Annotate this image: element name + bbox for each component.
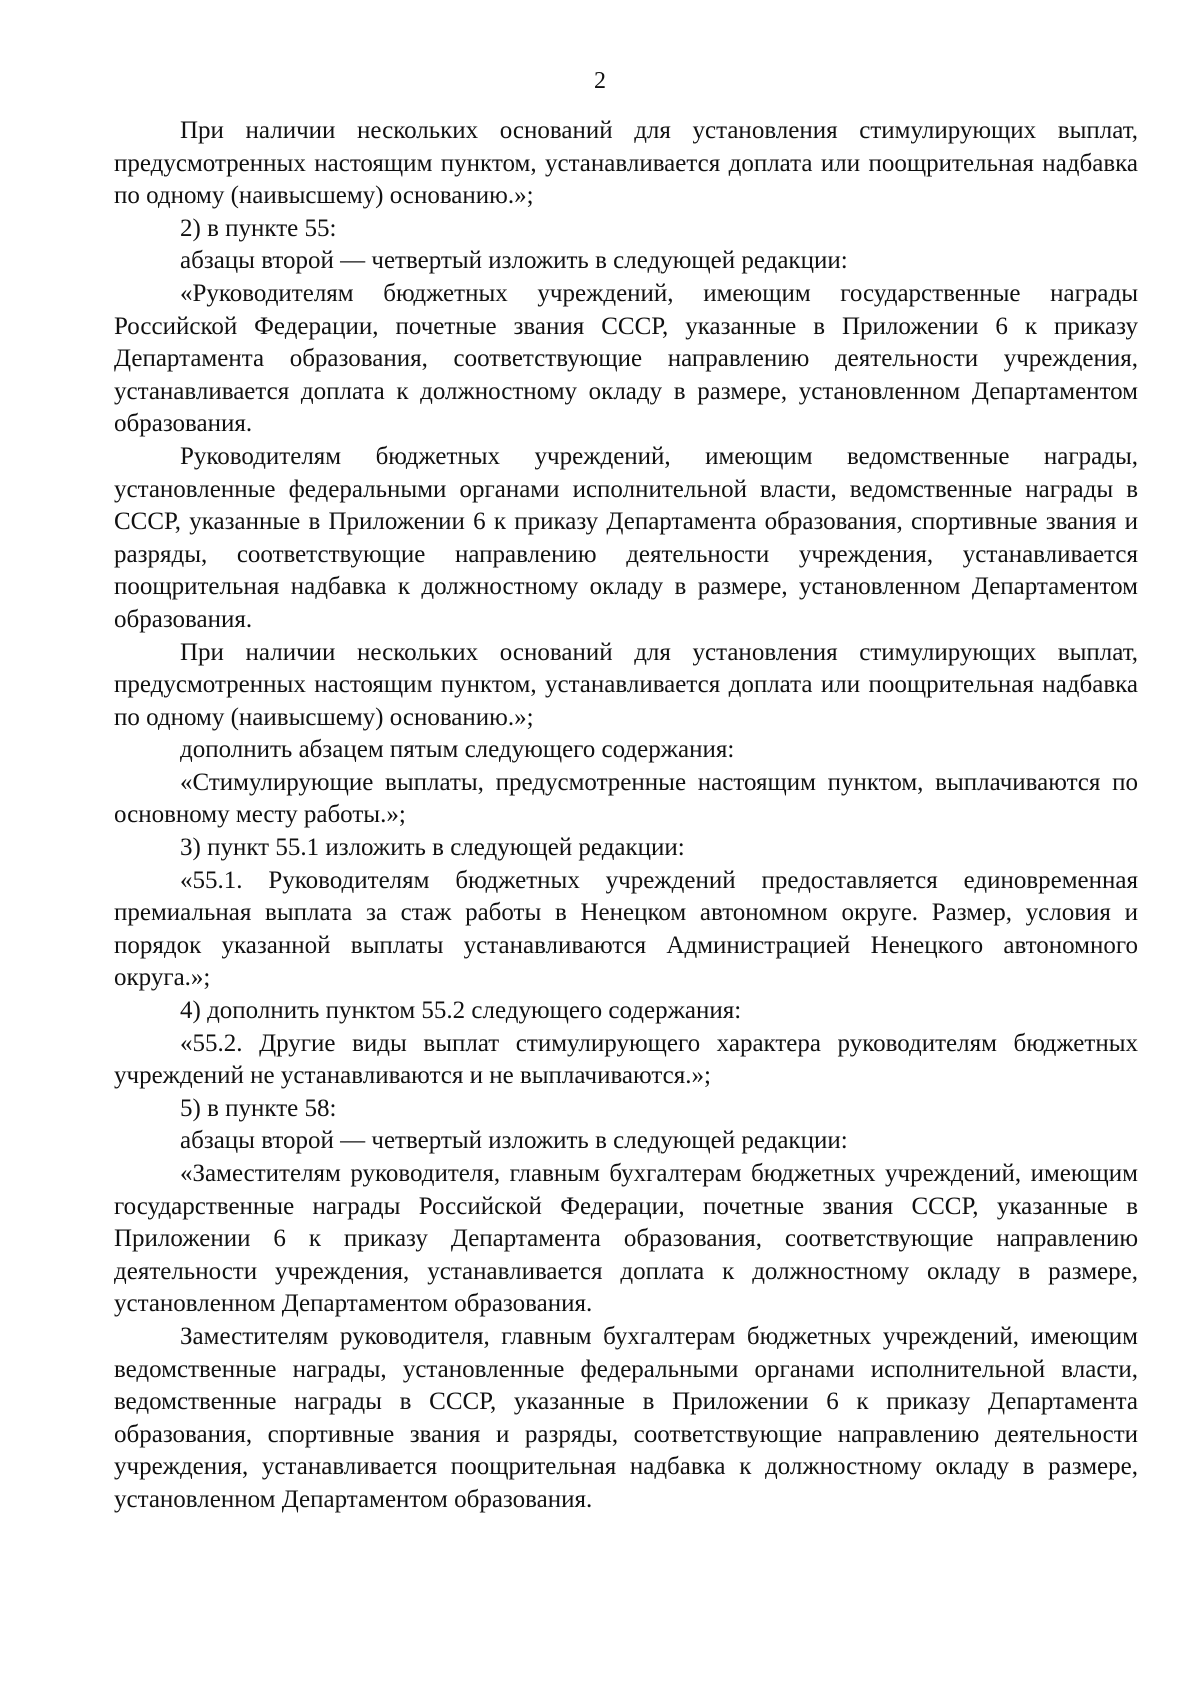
paragraph: «Руководителям бюджетных учреждений, имеющим государственные награды Российской Федерации, почетные звания СССР, указанные в Приложении 6 к приказу Департамента образования, соответствующие направлению деятельности учреждения, устанавливается доплата к должностному окладу в размере, установленном Департаментом образования. xyxy=(114,279,1138,438)
paragraph: «Стимулирующие выплаты, предусмотренные настоящим пунктом, выплачиваются по основному месту работы.»; xyxy=(114,768,1138,829)
paragraph: Заместителям руководителя, главным бухгалтерам бюджетных учреждений, имеющим ведомственные награды, установленные федеральными органами исполнительной власти, ведомственные награды в СССР, указанные в Приложении 6 к приказу Департамента образования, спортивные звания и разряды, соответствующие направлению деятельности учреждения, устанавливается поощрительная надбавка к должностному окладу в размере, установленном Департаментом образования. xyxy=(114,1322,1138,1513)
paragraph: 3) пункт 55.1 изложить в следующей редакции: xyxy=(180,834,685,862)
paragraph: абзацы второй — четвертый изложить в следующей редакции: xyxy=(180,247,848,275)
page-number: 2 xyxy=(594,68,606,94)
paragraph: 4) дополнить пунктом 55.2 следующего содержания: xyxy=(180,997,742,1025)
paragraph: «Заместителям руководителя, главным бухгалтерам бюджетных учреждений, имеющим государственные награды Российской Федерации, почетные звания СССР, указанные в Приложении 6 к приказу Департамента образования, соответствующие направлению деятельности учреждения, устанавливается доплата к должностному окладу в размере, установленном Департаментом образования. xyxy=(114,1160,1138,1318)
paragraph: дополнить абзацем пятым следующего содержания: xyxy=(180,736,735,764)
document-body xyxy=(114,115,1138,1517)
paragraph: Руководителям бюджетных учреждений, имеющим ведомственные награды, установленные федеральными органами исполнительной власти, ведомственные награды в СССР, указанные в Приложении 6 к приказу Департамента образования, спортивные звания и разряды, соответствующие направлению деятельности учреждения, устанавливается поощрительная надбавка к должностному окладу в размере, установленном Департаментом образования. xyxy=(114,442,1138,633)
paragraph: При наличии нескольких оснований для установления стимулирующих выплат, предусмотренных настоящим пунктом, устанавливается доплата или поощрительная надбавка по одному (наивысшему) основанию.»; xyxy=(114,638,1138,731)
paragraph: абзацы второй — четвертый изложить в следующей редакции: xyxy=(180,1127,848,1155)
paragraph: «55.1. Руководителям бюджетных учреждений предоставляется единовременная премиальная выплата за стаж работы в Ненецком автономном округе. Размер, условия и порядок указанной выплаты устанавливаются Администрацией Ненецкого автономного округа.»; xyxy=(114,866,1138,992)
paragraph: 5) в пункте 58: xyxy=(180,1094,337,1122)
paragraph: «55.2. Другие виды выплат стимулирующего характера руководителям бюджетных учреждений не устанавливаются и не выплачиваются.»; xyxy=(114,1029,1138,1090)
paragraph: При наличии нескольких оснований для установления стимулирующих выплат, предусмотренных настоящим пунктом, устанавливается доплата или поощрительная надбавка по одному (наивысшему) основанию.»; xyxy=(114,117,1138,210)
paragraph: 2) в пункте 55: xyxy=(180,214,337,242)
